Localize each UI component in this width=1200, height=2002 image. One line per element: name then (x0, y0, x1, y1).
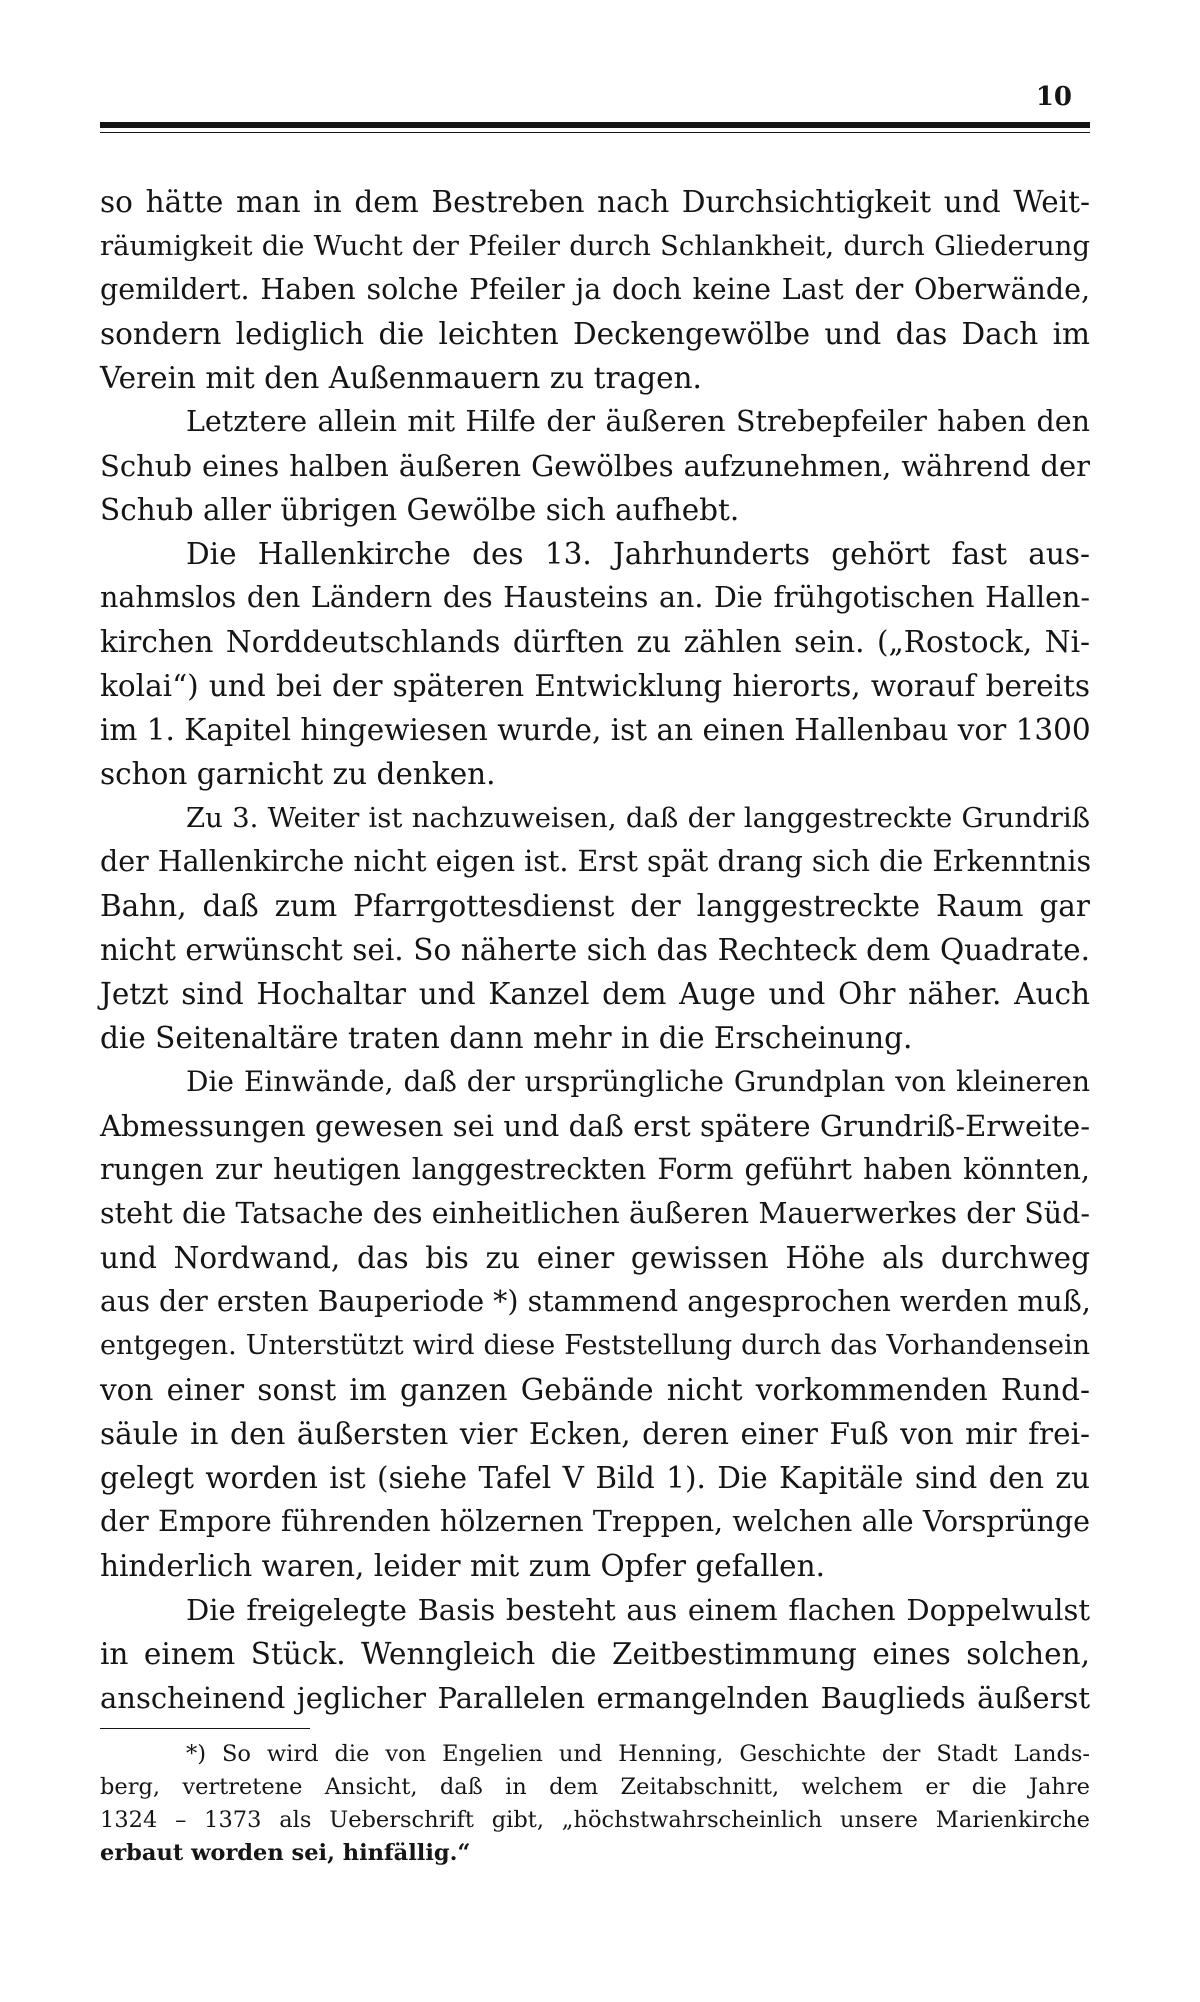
text-line: Die Einwände, daß der ursprüngliche Grundplan von kleineren (186, 1065, 1090, 1098)
footnote-rule (100, 1728, 310, 1729)
text-line: entgegen. Unterstützt wird diese Feststellung durch das Vorhandensein (100, 1330, 1090, 1361)
text-line: der Empore führenden hölzernen Treppen, welchen alle Vorsprünge (100, 1505, 1090, 1538)
text-line: räumigkeit die Wucht der Pfeiler durch Schlankheit, durch Gliederung (100, 230, 1090, 262)
text-line: Die Hallenkirche des 13. Jahrhunderts gehört fast aus- (186, 537, 1090, 571)
header-rule-thin (100, 132, 1090, 133)
page-number: 10 (1035, 82, 1072, 112)
text-line: und Nordwand, das bis zu einer gewissen Höhe als durchweg (100, 1241, 1090, 1275)
text-line: Abmessungen gewesen sei und daß erst spätere Grundriß-Erweite- (100, 1109, 1090, 1143)
text-line: steht die Tatsache des einheitlichen äußeren Mauerwerkes der Süd- (100, 1197, 1090, 1230)
text-line: Zu 3. Weiter ist nachzuweisen, daß der langgestreckte Grundriß (186, 802, 1090, 834)
text-line: gemildert. Haben solche Pfeiler ja doch keine Last der Oberwände, (100, 273, 1090, 306)
text-line: kolai“) und bei der späteren Entwicklung hierorts, worauf bereits (100, 669, 1090, 703)
text-line: Die freigelegte Basis besteht aus einem flachen Doppelwulst (186, 1593, 1090, 1627)
text-line: nicht erwünscht sei. So näherte sich das Rechteck dem Quadrate. (100, 933, 1090, 967)
text-line: von einer sonst im ganzen Gebände nicht vorkommenden Rund- (100, 1373, 1090, 1407)
text-line: Bahn, daß zum Pfarrgottesdienst der langgestreckte Raum gar (100, 889, 1090, 923)
text-line: aus der ersten Bauperiode *) stammend angesprochen werden muß, (100, 1285, 1091, 1318)
text-line: Schub eines halben äußeren Gewölbes aufzunehmen, während der (100, 449, 1090, 483)
text-line: Schub aller übrigen Gewölbe sich aufhebt. (100, 493, 740, 527)
text-line: säule in den äußersten vier Ecken, deren einer Fuß von mir frei- (100, 1417, 1090, 1451)
text-line: im 1. Kapitel hingewiesen wurde, ist an einen Hallenbau vor 1300 (100, 713, 1091, 747)
text-line: rungen zur heutigen langgestreckten Form geführt haben könnten, (100, 1153, 1090, 1186)
body-text (100, 180, 1090, 1720)
text-line: Verein mit den Außenmauern zu tragen. (100, 361, 702, 395)
footnotes (100, 1738, 1090, 1870)
text-line: der Hallenkirche nicht eigen ist. Erst spät drang sich die Erkenntnis (100, 845, 1092, 878)
text-line: sondern lediglich die leichten Deckengewölbe und das Dach im (100, 317, 1090, 351)
text-line: kirchen Norddeutschlands dürften zu zählen sein. („Rostock, Ni- (100, 625, 1090, 659)
text-line: in einem Stück. Wenngleich die Zeitbestimmung eines solchen, (100, 1637, 1090, 1671)
text-line: Letztere allein mit Hilfe der äußeren Strebepfeiler haben den (186, 405, 1090, 438)
footnote-line: berg, vertretene Ansicht, daß in dem Zeitabschnitt, welchem er die Jahre (100, 1774, 1090, 1800)
footnote-line: *) So wird die von Engelien und Henning, Geschichte der Stadt Lands- (186, 1741, 1090, 1767)
text-line: hinderlich waren, leider mit zum Opfer gefallen. (100, 1549, 825, 1583)
text-line: Jetzt sind Hochaltar und Kanzel dem Auge und Ohr näher. Auch (100, 977, 1090, 1011)
text-line: schon garnicht zu denken. (100, 757, 496, 791)
text-line: nahmslos den Ländern des Hausteins an. Die frühgotischen Hallen- (100, 581, 1090, 614)
footnote-line: 1324 – 1373 als Ueberschrift gibt, „höchstwahrscheinlich unsere Marienkirche (100, 1807, 1090, 1833)
header-rule (100, 122, 1090, 128)
footnote-line: erbaut worden sei, hinfällig.“ (100, 1840, 471, 1866)
text-line: die Seitenaltäre traten dann mehr in die Erscheinung. (100, 1021, 913, 1055)
text-line: gelegt worden ist (siehe Tafel V Bild 1). Die Kapitäle sind den zu (100, 1461, 1090, 1495)
text-line: so hätte man in dem Bestreben nach Durchsichtigkeit und Weit- (100, 185, 1090, 219)
text-line: anscheinend jeglicher Parallelen ermangelnden Bauglieds äußerst (100, 1681, 1090, 1715)
